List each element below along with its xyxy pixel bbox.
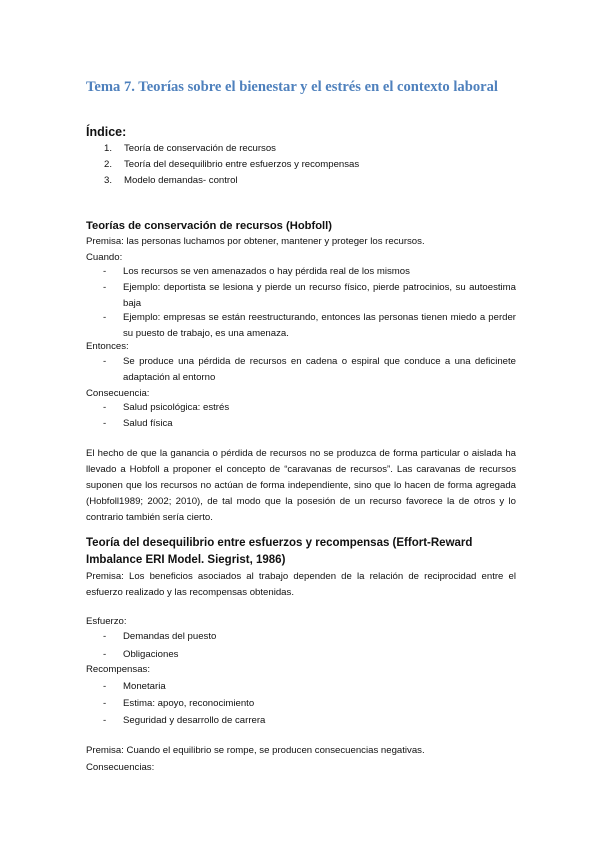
list-item xyxy=(103,629,533,645)
list-item-text: Monetaria xyxy=(123,681,166,692)
list-item xyxy=(103,416,533,432)
effort-label: Esfuerzo: xyxy=(86,616,127,627)
premise-text: Premisa: las personas luchamos por obtener, mantener y proteger los recursos. xyxy=(86,236,425,247)
section-heading-conservation: Teorías de conservación de recursos (Hobfoll) xyxy=(86,220,332,232)
dash-bullet: - xyxy=(103,418,107,429)
consequence-label: Consecuencia: xyxy=(86,388,150,399)
list-item-text: Salud psicológica: estrés xyxy=(123,402,230,413)
list-item xyxy=(103,696,533,712)
premise-text: Premisa: Cuando el equilibrio se rompe, se producen consecuencias negativas. xyxy=(86,745,425,756)
index-heading: Índice: xyxy=(86,125,127,139)
list-item xyxy=(103,264,533,280)
dash-bullet: - xyxy=(103,649,107,660)
dash-bullet: - xyxy=(103,266,107,277)
index-item-text: Teoría de conservación de recursos xyxy=(124,143,276,154)
index-item-text: Modelo demandas- control xyxy=(124,175,238,186)
section-heading-eri: Teoría del desequilibrio entre esfuerzos y recompensas (Effort-Reward Imbalance ERI Model. Siegrist, 1986) xyxy=(86,537,473,566)
list-item xyxy=(103,679,533,695)
then-label: Entonces: xyxy=(86,341,129,352)
list-item-text: Salud física xyxy=(123,418,173,429)
index-item-number: 3. xyxy=(104,175,113,186)
list-item-text: Estima: apoyo, reconocimiento xyxy=(123,698,255,709)
document-title: Tema 7. Teorías sobre el bienestar y el estrés en el contexto laboral xyxy=(86,79,498,95)
index-item-text: Teoría del desequilibrio entre esfuerzos y recompensas xyxy=(124,159,360,170)
consequences-label: Consecuencias: xyxy=(86,762,155,773)
dash-bullet: - xyxy=(103,282,107,293)
dash-bullet: - xyxy=(103,698,107,709)
dash-bullet: - xyxy=(103,715,107,726)
list-item xyxy=(103,354,533,386)
list-item-text: Obligaciones xyxy=(123,649,179,660)
list-item xyxy=(103,280,533,312)
premise-text: Premisa: Los beneficios asociados al trabajo dependen de la relación de reciprocidad entre el esfuerzo realizado y las recompensas obtenidas. xyxy=(86,571,516,598)
index-item-number: 2. xyxy=(104,159,113,170)
list-item-text: Demandas del puesto xyxy=(123,631,217,642)
list-item xyxy=(103,647,533,663)
caravans-paragraph: El hecho de que la ganancia o pérdida de recursos no se produzca de forma particular o aislada ha llevado a Hobfoll a proponer el concepto de “caravanas de recursos”. Las caravanas de recursos suponen que los recursos no actúan de forma independiente, sino que lo hacen de forma agregada (Hobfoll1989; 2002; 2010), de tal modo que la posesión de un recurso favorece la de otros y lo contrario también sería cierto. xyxy=(86,448,516,523)
list-item xyxy=(103,713,533,729)
list-item-text: Se produce una pérdida de recursos en cadena o espiral que conduce a una deficinete adaptación al entorno xyxy=(123,356,516,383)
list-item-text: Seguridad y desarrollo de carrera xyxy=(123,715,266,726)
list-item xyxy=(103,400,533,416)
list-item-text: Ejemplo: empresas se están reestructurando, entonces las personas tienen miedo a perder su puesto de trabajo, es una amenaza. xyxy=(123,312,516,339)
dash-bullet: - xyxy=(103,356,107,367)
list-item-text: Los recursos se ven amenazados o hay pérdida real de los mismos xyxy=(123,266,410,277)
rewards-label: Recompensas: xyxy=(86,664,150,675)
dash-bullet: - xyxy=(103,312,107,323)
dash-bullet: - xyxy=(103,631,107,642)
list-item-text: Ejemplo: deportista se lesiona y pierde un recurso físico, pierde patrocinios, su autoestima baja xyxy=(123,282,516,309)
index-item-number: 1. xyxy=(104,143,113,154)
dash-bullet: - xyxy=(103,402,107,413)
list-item xyxy=(103,310,533,342)
when-label: Cuando: xyxy=(86,252,123,263)
dash-bullet: - xyxy=(103,681,107,692)
